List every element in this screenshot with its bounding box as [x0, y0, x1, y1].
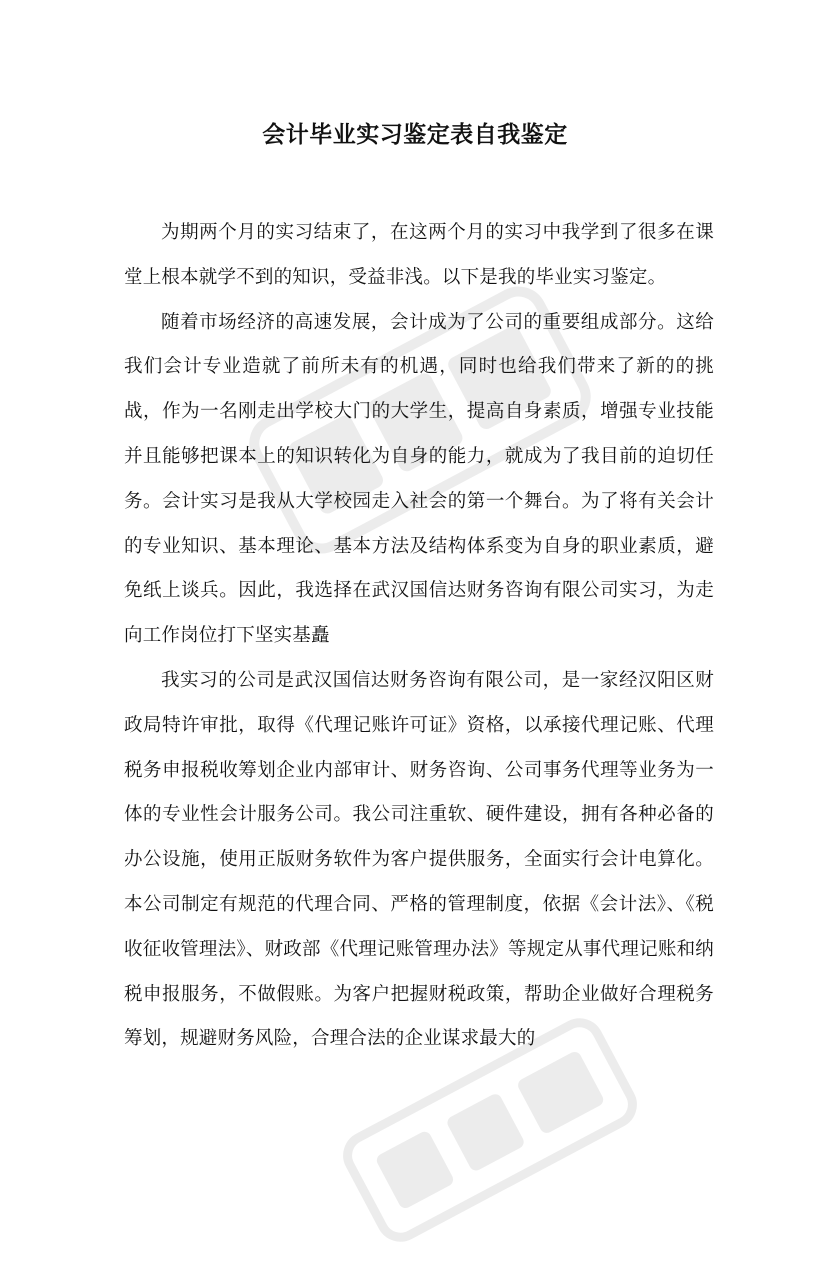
document-body [124, 211, 714, 1062]
document-title: 会计毕业实习鉴定表自我鉴定 [262, 122, 568, 148]
paragraph-3: 我实习的公司是武汉国信达财务咨询有限公司，是一家经汉阳区财政局特许审批，取得《代理记账许可证》资格，以承接代理记账、代理税务申报税收筹划企业内部审计、财务咨询、公司事务代理等业务为一体的专业性会计服务公司。我公司注重软、硬件建设，拥有各种必备的办公设施，使用正版财务软件为客户提供服务，全面实行会计电算化。本公司制定有规范的代理合同、严格的管理制度，依据《会计法》、《税收征收管理法》、财政部《代理记账管理办法》等规定从事代理记账和纳税申报服务，不做假账。为客户把握财税政策，帮助企业做好合理税务筹划，规避财务风险，合理合法的企业谋求最大的 [124, 669, 714, 1050]
paragraph-2: 随着市场经济的高速发展，会计成为了公司的重要组成部分。这给我们会计专业造就了前所未有的机遇，同时也给我们带来了新的的挑战，作为一名刚走出学校大门的大学生，提高自身素质，增强专业技能并且能够把课本上的知识转化为自身的能力，就成为了我目前的迫切任务。会计实习是我从大学校园走入社会的第一个舞台。为了将有关会计的专业知识、基本理论、基本方法及结构体系变为自身的职业素质，避免纸上谈兵。因此，我选择在武汉国信达财务咨询有限公司实习，为走向工作岗位打下坚实基矗 [124, 311, 714, 647]
paragraph-1: 为期两个月的实习结束了，在这两个月的实习中我学到了很多在课堂上根本就学不到的知识，受益非浅。以下是我的毕业实习鉴定。 [124, 222, 714, 288]
